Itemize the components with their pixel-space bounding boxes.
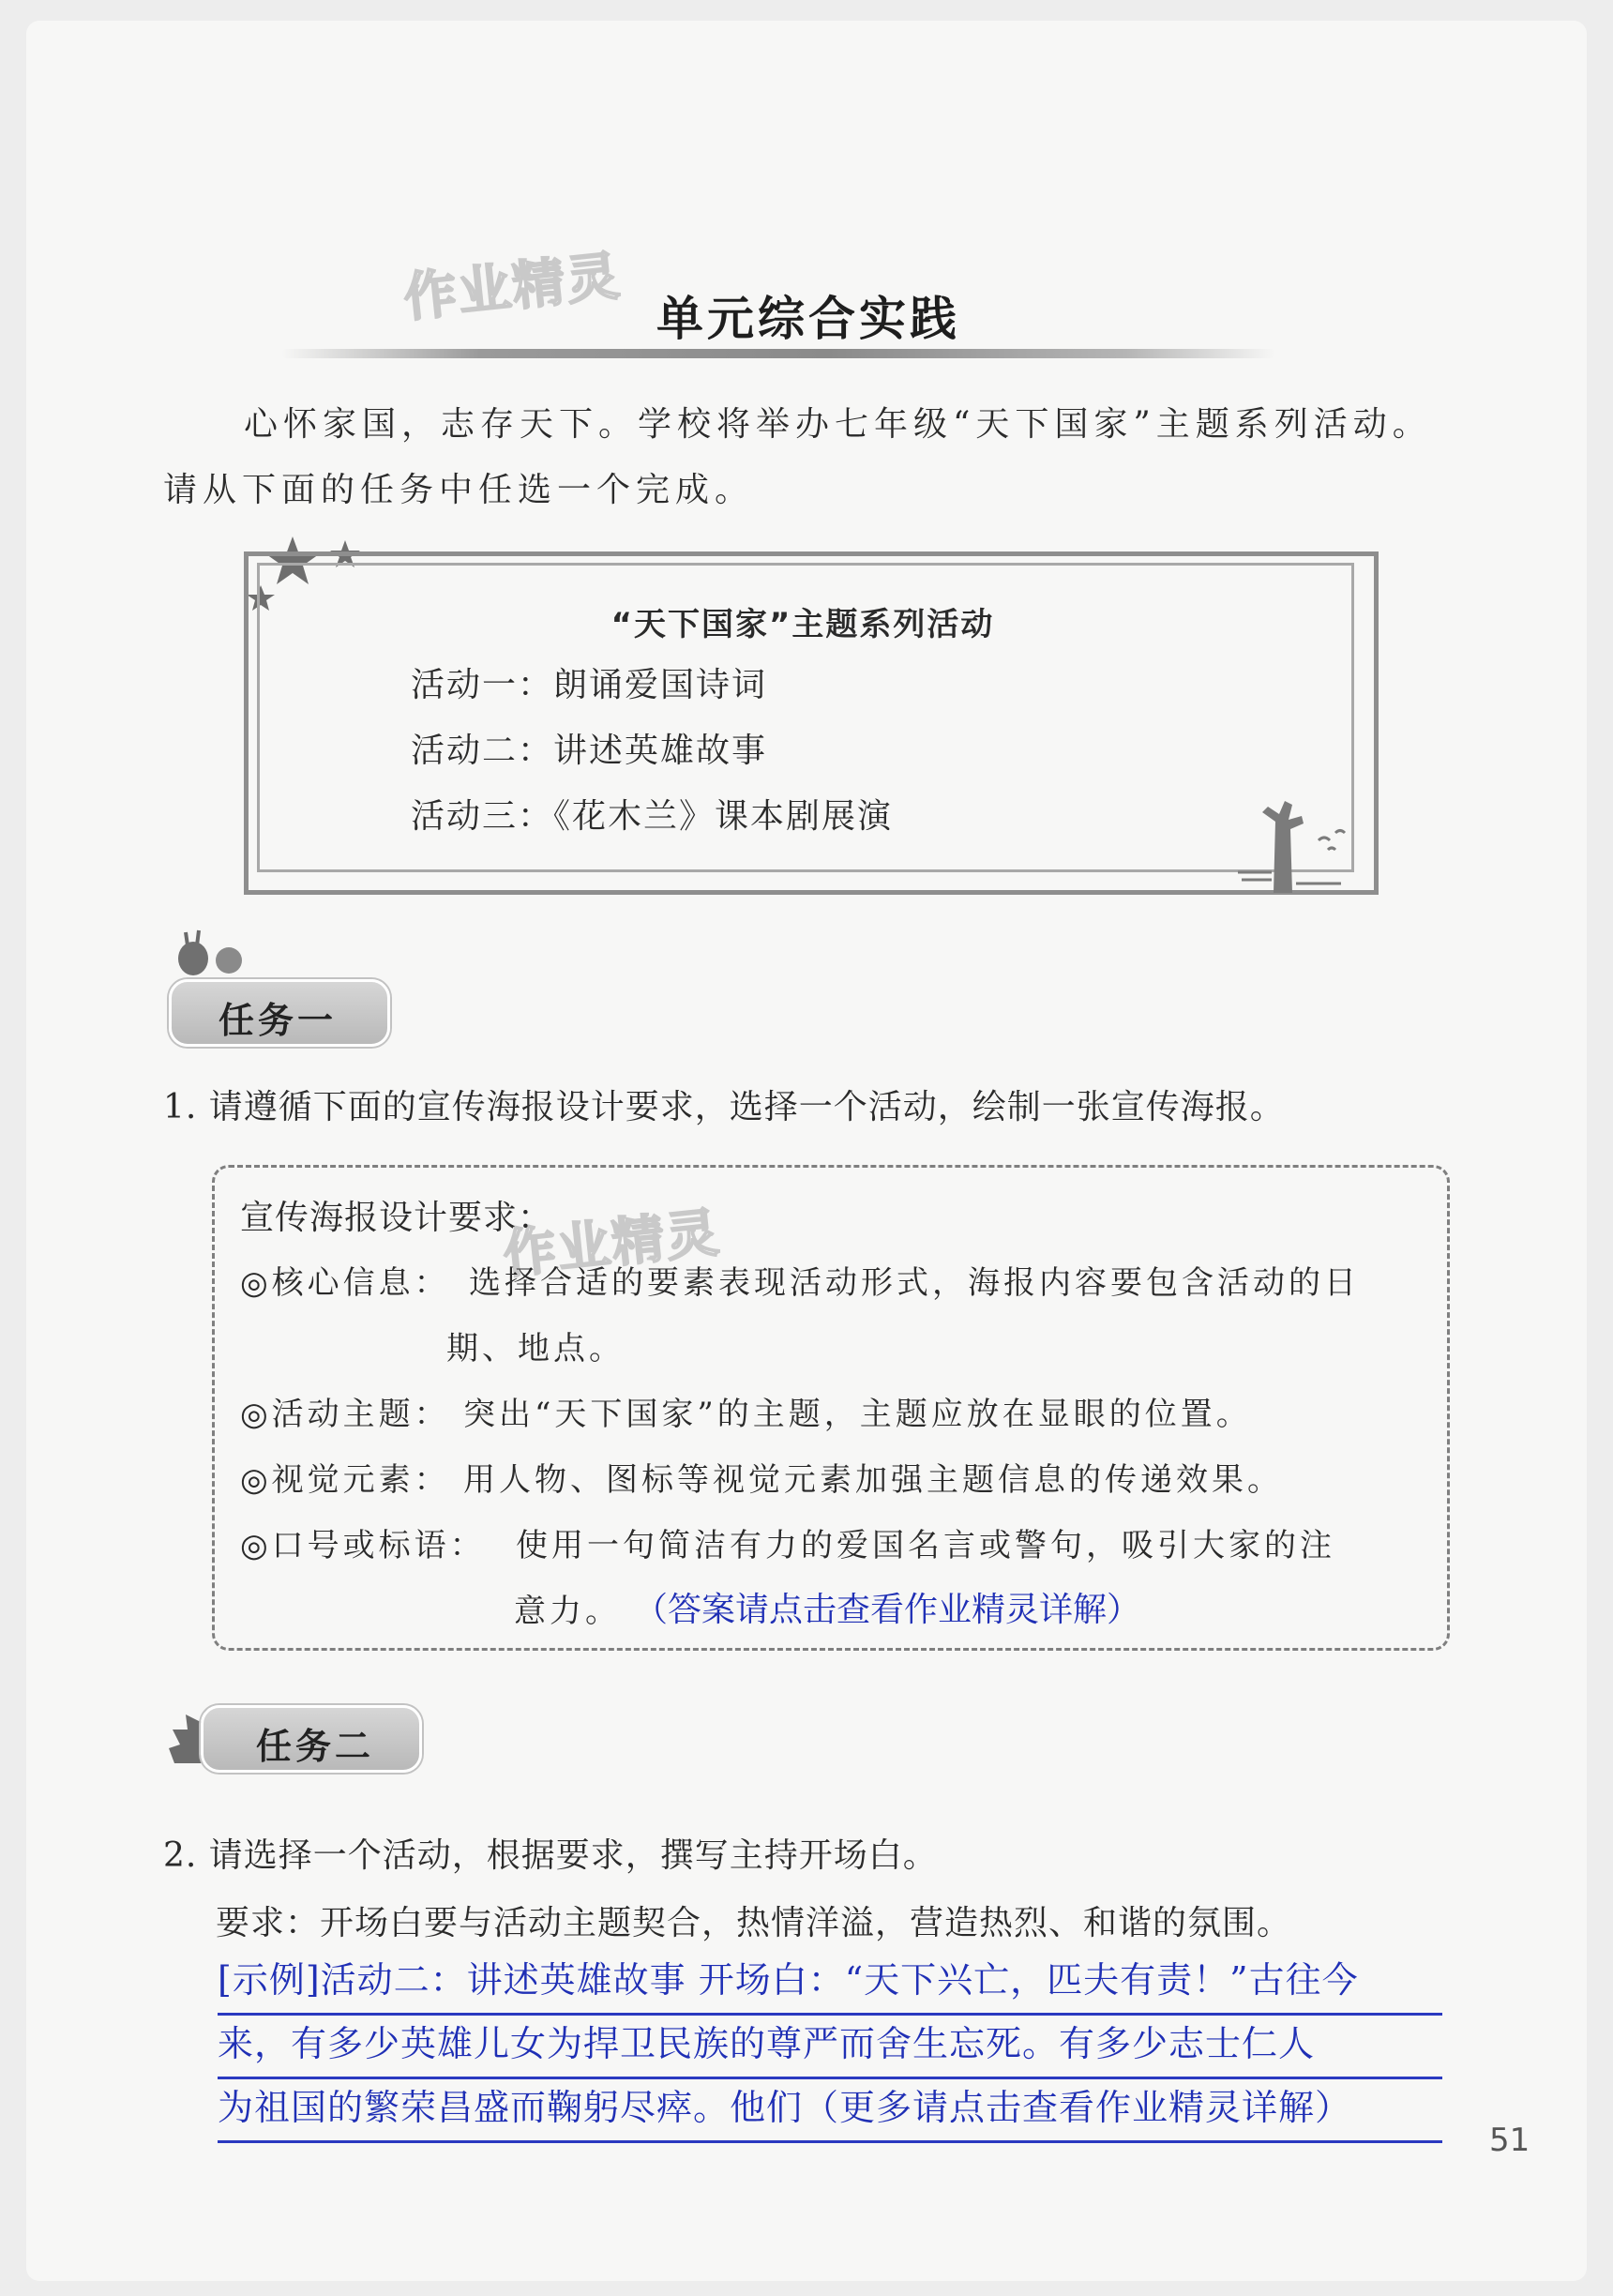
req-text-core-cont: 期、地点。 [446, 1330, 625, 1367]
section-title: 单元综合实践 [656, 292, 960, 346]
page-number: 51 [1489, 2122, 1530, 2159]
req-key-core: ◎核心信息： [240, 1264, 450, 1302]
req-text-slogan: 使用一句简洁有力的爱国名言或警句，吸引大家的注 [516, 1527, 1335, 1564]
task1-label: 任务一 [219, 1000, 338, 1041]
intro-paragraph: 心怀家国，志存天下。学校将举办七年级“天下国家”主题系列活动。请从下面的任务中任选一个完成。 [163, 405, 1432, 509]
req-key-visual: ◎视觉元素： [240, 1461, 450, 1499]
answer-line-3[interactable]: 为祖国的繁荣昌盛而鞠躬尽瘁。他们（更多请点击查看作业精灵详解） [218, 2078, 1442, 2143]
task2-label-tab [201, 1705, 422, 1773]
req-text-slogan-cont: 意力。 [514, 1593, 621, 1630]
watermark-mid: 作业精灵 [500, 1202, 724, 1286]
task2-label: 任务二 [256, 1726, 375, 1767]
watermark-top: 作业精灵 [400, 246, 625, 329]
activity-item-2: 活动二：讲述英雄故事 [411, 732, 768, 770]
req-key-theme: ◎活动主题： [240, 1396, 450, 1433]
requirements-title: 宣传海报设计要求： [240, 1199, 553, 1237]
task2-requirement: 要求：开场白要与活动主题契合，热情洋溢，营造热烈、和谐的氛围。 [216, 1904, 1292, 1942]
req-text-visual: 用人物、图标等视觉元素加强主题信息的传递效果。 [463, 1461, 1283, 1499]
snail-icon [174, 925, 249, 981]
req-text-theme: 突出“天下国家”的主题，主题应放在显眼的位置。 [463, 1396, 1252, 1433]
task1-label-tab [169, 979, 390, 1047]
tree-icon [1238, 793, 1379, 893]
req-key-slogan: ◎口号或标语： [240, 1527, 486, 1564]
req-text-core: 选择合适的要素表现活动形式，海报内容要包含活动的日 [469, 1264, 1360, 1302]
title-divider [281, 349, 1275, 358]
activity-item-1: 活动一：朗诵爱国诗词 [411, 666, 768, 704]
answer-link-1[interactable]: （答案请点击查看作业精灵详解） [634, 1591, 1141, 1629]
answer-line-2[interactable]: 来，有多少英雄儿女为捍卫民族的尊严而舍生忘死。有多少志士仁人 [218, 2015, 1442, 2079]
task2-question: 2. 请选择一个活动，根据要求，撰写主持开场白。 [163, 1836, 938, 1875]
answer-line-1[interactable]: [示例]活动二：讲述英雄故事 开场白：“天下兴亡，匹夫有责！”古往今 [218, 1951, 1442, 2016]
activity-item-3: 活动三：《花木兰》课本剧展演 [411, 797, 894, 836]
task1-question: 1. 请遵循下面的宣传海报设计要求，选择一个活动，绘制一张宣传海报。 [163, 1088, 1285, 1126]
activity-box-title: “天下国家”主题系列活动 [611, 606, 995, 643]
